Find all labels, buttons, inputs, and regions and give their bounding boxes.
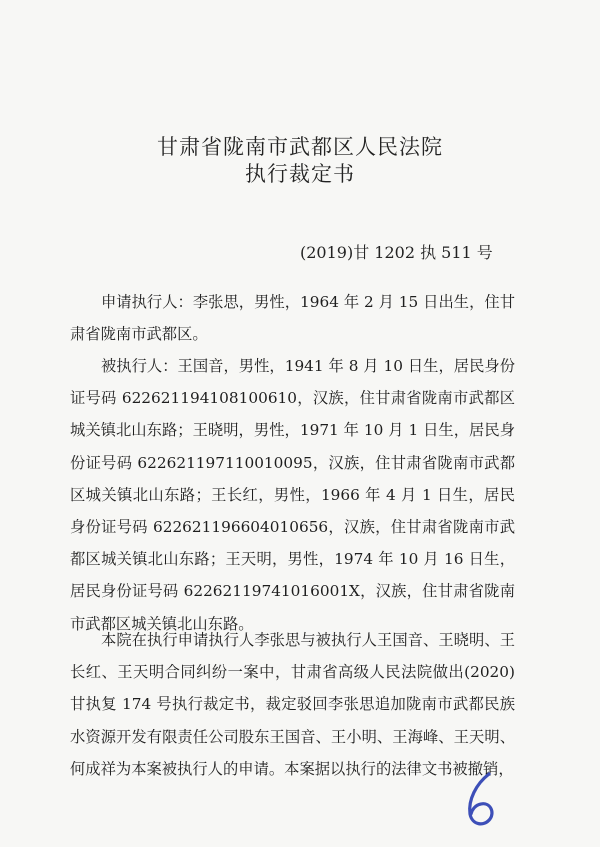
applicant-paragraph: 申请执行人：李张思，男性，1964 年 2 月 15 日出生，住甘肃省陇南市武都区。 bbox=[70, 293, 515, 344]
handwritten-page-number bbox=[462, 770, 502, 830]
respondents-paragraph: 被执行人：王国音，男性，1941 年 8 月 10 日生，居民身份证号码 622621194108100610，汉族，住甘肃省陇南市武都区城关镇北山东路；王晓明，男性，1971 年 10 月 1 日生，居民身份证号码 622621197110010095，汉族，住甘肃省陇南市武都区城关镇北山东路；王长红，男性，1966 年 4 月 1 日生，居民身份证号码 622621196604010656，汉族，住甘肃省陇南市武都区城关镇北山东路；王天明，男性，1974 年 10 月 16 日生，居民身份证号码 62262119741016001X，汉族，住甘肃省陇南市武都区城关镇北山东路。 bbox=[70, 357, 515, 633]
court-name-title: 甘肃省陇南市武都区人民法院 bbox=[157, 135, 443, 159]
case-number: (2019)甘 1202 执 511 号 bbox=[300, 243, 493, 262]
ruling-title: 执行裁定书 bbox=[245, 162, 355, 186]
case-body-paragraph: 本院在执行申请执行人李张思与被执行人王国音、王晓明、王长红、王天明合同纠纷一案中，甘肃省高级人民法院做出(2020)甘执复 174 号执行裁定书，裁定驳回李张思追加陇南市武都民族水资源开发有限责任公司股东王国音、王小明、王海峰、王天明、何成祥为本案被执行人的申请。本案据以执行的法律文书被撤销， bbox=[70, 631, 515, 778]
